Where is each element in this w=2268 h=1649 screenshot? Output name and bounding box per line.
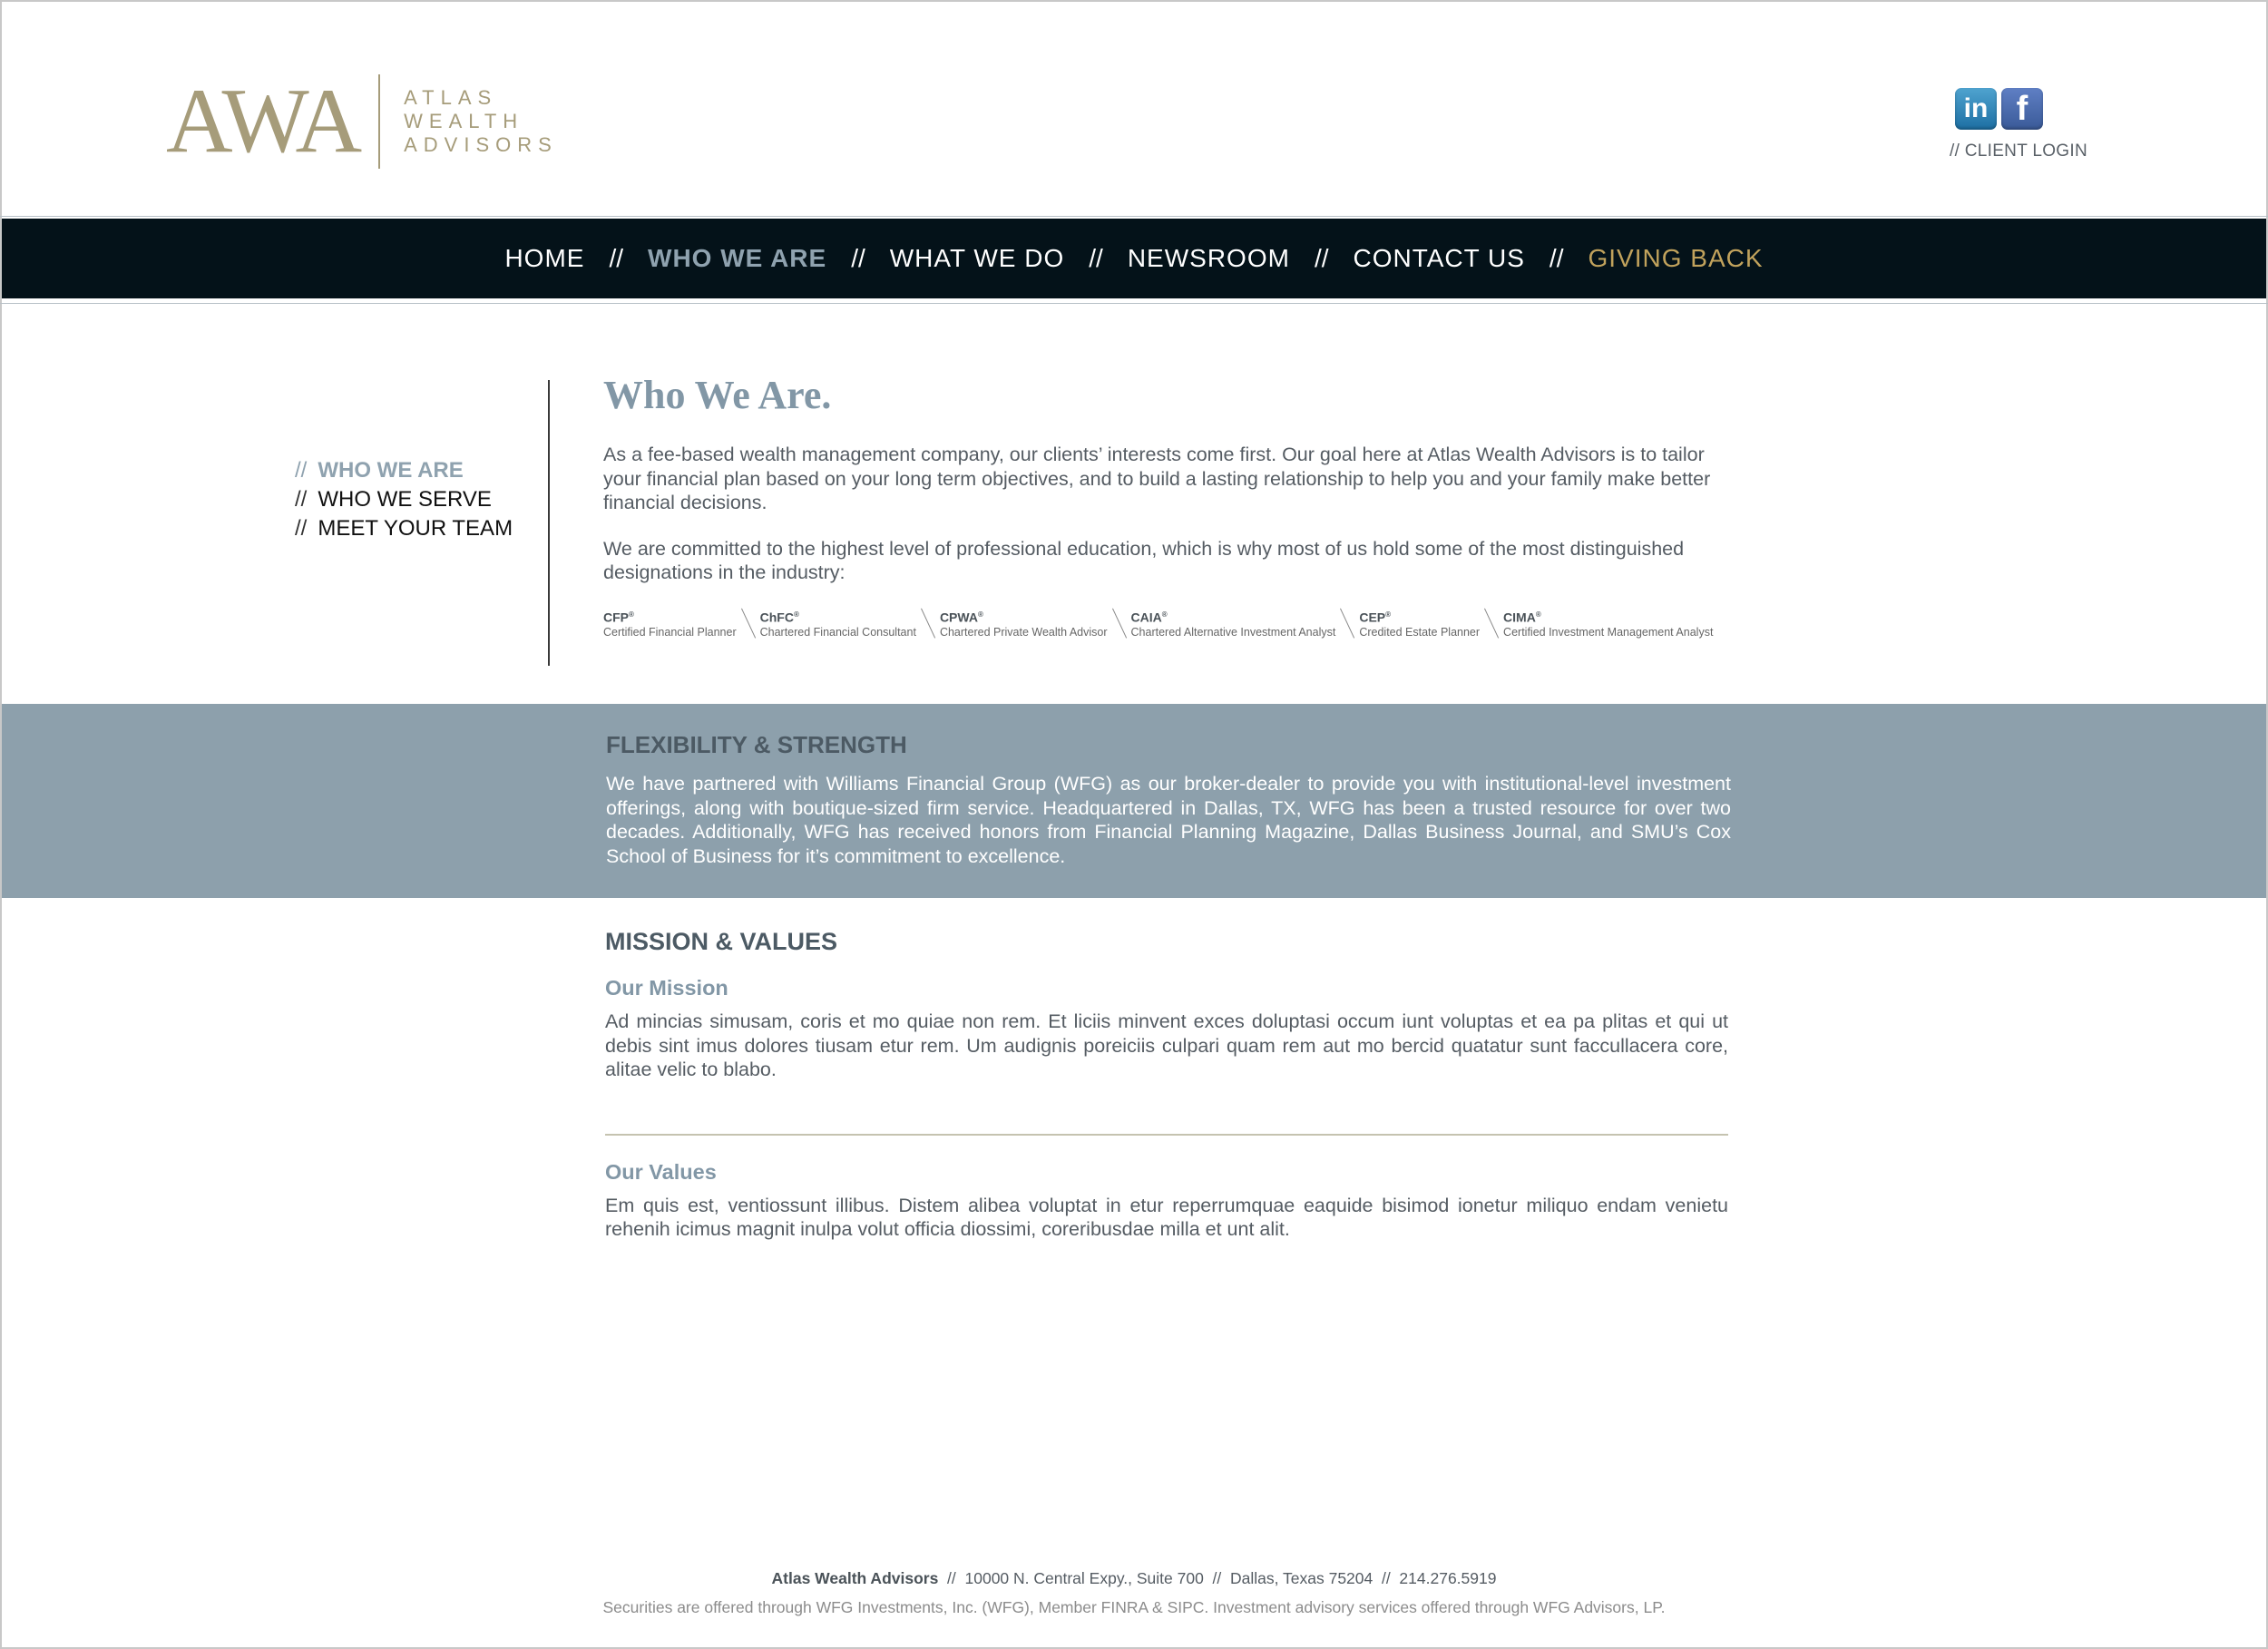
our-mission-title: Our Mission (605, 976, 728, 1000)
nav-contact-us[interactable]: CONTACT US (1353, 244, 1525, 272)
section-divider (605, 1134, 1728, 1136)
nav-what-we-do[interactable]: WHAT WE DO (889, 244, 1065, 272)
mission-values-title: MISSION & VALUES (605, 928, 838, 955)
side-nav-prefix: // (295, 516, 308, 541)
side-nav-who-we-are[interactable] (295, 456, 513, 485)
designation-item (1503, 607, 1713, 640)
registered-mark: ® (1385, 610, 1392, 619)
side-nav-meet-your-team[interactable] (295, 514, 513, 543)
nav-separator: // (1089, 244, 1103, 272)
designation-name: Credited Estate Planner (1359, 626, 1481, 639)
flexibility-text: We have partnered with Williams Financial Group (WFG) as our broker-dealer to provide you with institutional-level investment offerings, along with boutique-sized firm service. Headquartered in Dallas, TX, WFG has been a trusted resource for over two decades. Additionally, WFG has received honors from Financial Planning Magazine, Dallas Business Journal, and SMU’s Cox School of Business for it’s commitment to excellence. (606, 773, 1731, 867)
nav-newsroom[interactable]: NEWSROOM (1127, 244, 1290, 272)
designation-item (760, 607, 916, 640)
social-links (1955, 88, 2043, 130)
client-login-link[interactable]: // CLIENT LOGIN (1950, 141, 2087, 161)
designation-code: CAIA (1130, 610, 1162, 625)
designation-divider (1335, 607, 1359, 640)
nav-giving-back[interactable]: GIVING BACK (1588, 244, 1764, 272)
footer-address: // 10000 N. Central Expy., Suite 700 // Dallas, Texas 75204 // 214.276.5919 (938, 1569, 1497, 1587)
footer-disclaimer: Securities are offered through WFG Investments, Inc. (WFG), Member FINRA & SIPC. Investment advisory services offered through WFG Advisors, LP. (602, 1598, 1666, 1616)
nav-home[interactable]: HOME (504, 244, 585, 272)
registered-mark: ® (793, 610, 799, 619)
nav-separator: // (851, 244, 865, 272)
nav-separator: // (609, 244, 624, 272)
registered-mark: ® (1535, 610, 1541, 619)
logo-word: ATLAS (404, 86, 498, 109)
registered-mark: ® (629, 610, 634, 619)
logo-word: ADVISORS (404, 133, 558, 156)
side-nav-label: WHO WE ARE (318, 458, 464, 483)
designation-item (940, 607, 1108, 640)
main-content (603, 370, 1728, 639)
designation-item (1131, 607, 1336, 640)
side-nav (295, 456, 513, 543)
nav-who-we-are[interactable]: WHO WE ARE (648, 244, 827, 272)
our-mission-text: Ad mincias simusam, coris et mo quiae non rem. Et liciis minvent exces doluptasi occum iunt voluptas et ea pa plitas et qui ut debis sint imus dolores tiusam etur rem. Um audignis poreiciis culpari quam rem aut mo bercid quatatur sunt faccullacera core, alitae velic to blabo. (605, 1010, 1728, 1080)
logo-mark: AWA (166, 70, 359, 172)
footer-contact (0, 1569, 2268, 1588)
designation-name: Chartered Private Wealth Advisor (939, 626, 1108, 639)
side-nav-prefix: // (295, 458, 308, 483)
linkedin-icon[interactable]: in (1955, 88, 1997, 130)
side-nav-prefix: // (295, 487, 308, 512)
education-paragraph: We are committed to the highest level of professional education, which is why most of us hold some of the most distinguished designations in the industry: (603, 537, 1685, 583)
registered-mark: ® (977, 610, 983, 619)
designation-code: CFP (603, 610, 629, 625)
designation-item (1359, 607, 1480, 640)
designation-code: CPWA (939, 610, 978, 625)
side-nav-label: MEET YOUR TEAM (318, 516, 513, 541)
designation-divider (1480, 607, 1503, 640)
designation-item (603, 607, 737, 640)
our-values-text: Em quis est, ventiossunt illibus. Distem alibea voluptat in etur reperrumquae eaquide bisimod ionetur miliquo endam venietu rehenih icimus magnit inulpa volut officia diossimi, coreribusdae milla et unt alit. (605, 1194, 1728, 1240)
our-values-title: Our Values (605, 1159, 717, 1184)
main-nav (2, 219, 2266, 298)
logo-wordmark (404, 86, 558, 157)
designation-name: Certified Financial Planner (603, 626, 737, 639)
logo-word: WEALTH (404, 110, 524, 132)
designation-name: Certified Investment Management Analyst (1503, 626, 1714, 639)
flexibility-content (606, 731, 1731, 868)
side-nav-divider (548, 380, 550, 666)
designation-name: Chartered Financial Consultant (759, 626, 916, 639)
designation-code: ChFC (759, 610, 794, 625)
designation-divider (737, 607, 760, 640)
intro-paragraph: As a fee-based wealth management company, our clients’ interests come first. Our goal here at Atlas Wealth Advisors is to tailor your financial plan based on your long term objectives, and to build a lasting relationship to help you and your family make better financial decisions. (603, 444, 1711, 513)
nav-separator: // (1549, 244, 1564, 272)
footer-company: Atlas Wealth Advisors (771, 1569, 939, 1587)
nav-separator: // (1314, 244, 1329, 272)
logo-divider (378, 74, 380, 169)
designation-divider (916, 607, 940, 640)
designation-code: CIMA (1503, 610, 1536, 625)
side-nav-who-we-serve[interactable] (295, 485, 513, 514)
mission-section (605, 928, 1728, 1242)
flexibility-band (2, 704, 2266, 898)
designations-list (603, 607, 1728, 640)
facebook-icon[interactable]: f (2001, 88, 2043, 130)
logo[interactable] (166, 70, 558, 172)
designation-code: CEP (1359, 610, 1386, 625)
flexibility-title: FLEXIBILITY & STRENGTH (606, 731, 907, 758)
page-title: Who We Are. (603, 373, 832, 417)
registered-mark: ® (1161, 610, 1168, 619)
designation-name: Chartered Alternative Investment Analyst (1130, 626, 1336, 639)
side-nav-label: WHO WE SERVE (318, 487, 492, 512)
designation-divider (1108, 607, 1131, 640)
